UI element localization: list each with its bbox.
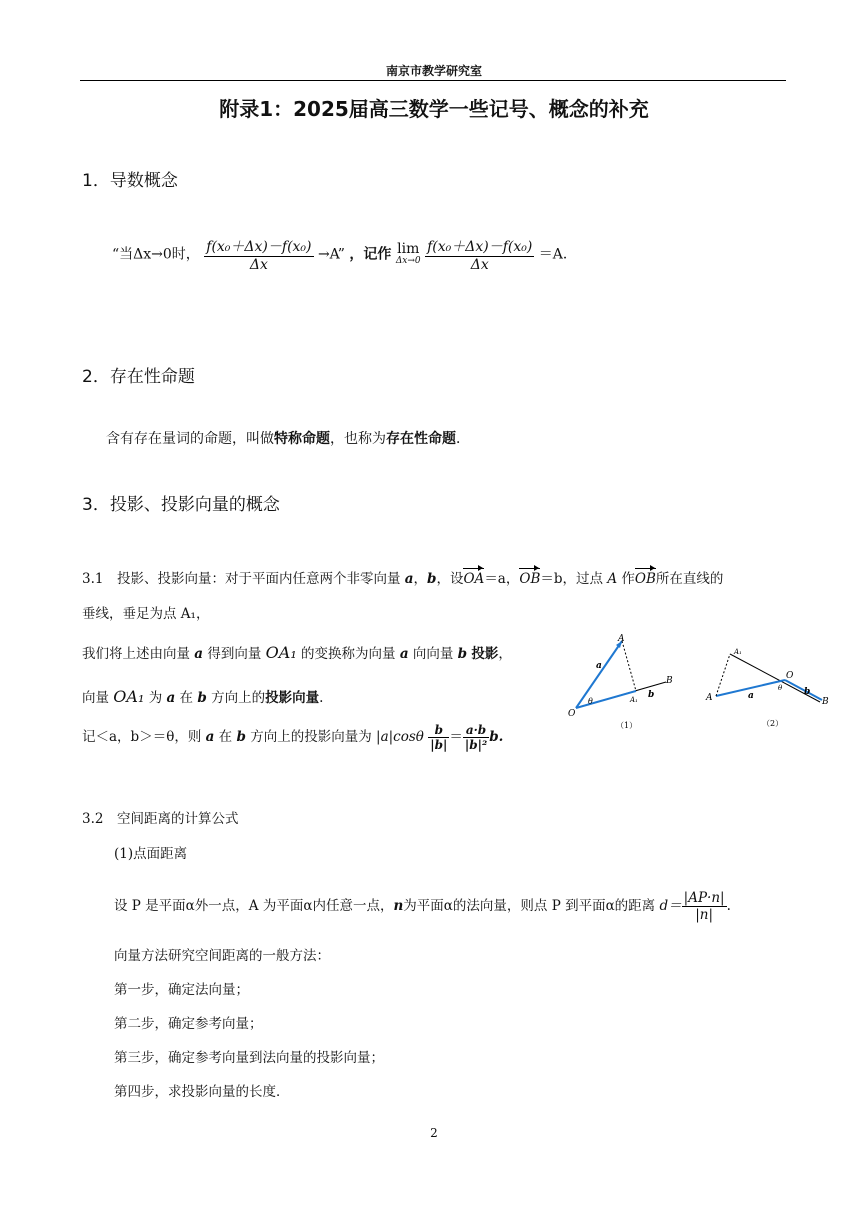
method-intro: 向量方法研究空间距离的一般方法： [114,948,330,964]
projection-line-4 [82,686,323,706]
text: 向量 [82,690,109,706]
label-A: A [706,693,713,703]
fraction-denominator: |n| [695,907,713,923]
fraction-denominator: Δx [470,257,489,273]
vector-OA1: OA₁ [265,643,297,662]
text: ＝a， [484,571,520,587]
step-3: 第三步，确定参考向量到法向量的投影向量； [114,1050,384,1066]
projection-line-3 [82,642,512,662]
text: 方向上的 [211,690,266,706]
step-4: 第四步，求投影向量的长度． [114,1084,290,1100]
section-2-heading: 2．存在性命题 [82,367,195,387]
distance-d: d＝ [659,898,682,914]
label-b: b [804,687,811,697]
fraction-numerator: f(x₀＋Δx)－f(x₀) [204,236,313,257]
vector-b: b [197,690,207,706]
text: 为 [148,690,163,706]
notation-label: ，记作 [349,246,392,263]
vector-a: a [194,646,204,662]
term-projection-vector: 投影向量 [265,690,320,706]
subsection-3-2: 3.2 空间距离的计算公式 [82,811,239,827]
text: 方向上的投影向量为 [250,729,372,745]
arrow-limit: →A” [317,246,345,263]
vector-b: b [427,571,437,587]
lim-word: lim [397,240,420,257]
text: . [319,690,324,706]
point-plane-distance [114,890,731,923]
vector-b-end: b. [489,729,504,745]
perpendicular-line [622,641,636,691]
page-title: 附录1：2025届高三数学一些记号、概念的补充 [219,97,649,121]
text: 向向量 [412,646,454,662]
point-A: A [607,571,618,587]
text: ＝ [449,729,463,745]
label-A: A [618,634,625,644]
vector-b: b [457,646,468,662]
label-A1: A₁ [630,696,638,704]
text: 所在直线的 [655,571,724,587]
fraction-denominator: Δx [249,257,268,273]
dot-product-fraction [463,723,489,752]
label-theta: θ [778,684,783,692]
vector-a: a [404,571,414,587]
label-b: b [648,690,655,700]
text: 在 [218,729,233,745]
figure-1-caption: （1） [616,721,638,730]
text: ，设 [436,571,464,587]
derivative-definition [112,236,577,273]
text: 我们将上述由向量 [82,646,190,662]
limit-fraction [425,236,534,273]
fraction-numerator: a·b [463,723,489,738]
perpendicular-line [716,654,730,696]
text: ， [413,571,428,587]
term-projection: 投影 [471,646,499,662]
vector-OB: OB [634,571,656,587]
distance-fraction [682,890,727,923]
label-A1: A₁ [734,648,742,656]
text: ． [456,431,470,447]
vector-a: a [399,646,409,662]
projection-line-2: 垂线，垂足为点 A₁， [82,606,210,622]
text: 的变换称为向量 [301,646,396,662]
page-header: 南京市教学研究室 [385,64,482,78]
vector-b: b [236,729,246,745]
label-O: O [786,671,794,681]
label-B: B [822,697,829,707]
projection-figure-1 [566,632,686,734]
text: 在 [179,690,194,706]
label-a: a [748,691,754,701]
text: 为平面α的法向量，则点 P 到平面α的距离 [403,898,656,914]
text: 设 P 是平面α外一点，A 为平面α内任意一点， [114,898,394,914]
fraction-denominator: |b| [430,738,448,752]
normal-vector-n: n [393,898,404,914]
fraction-numerator: f(x₀＋Δx)－f(x₀) [425,236,534,257]
fraction-denominator: |b|² [464,738,488,752]
quote-text: “当Δx→0时， [112,246,200,263]
text: 记＜a，b＞＝θ，则 [82,729,202,745]
projection-line-1 [82,567,723,587]
limit-result: ＝A． [538,246,577,263]
fraction-numerator: |AP·n| [683,890,725,906]
vector-OA1: OA₁ [113,687,145,706]
lim-operator [396,242,421,267]
step-2: 第二步，确定参考向量； [114,1016,263,1032]
subsection-point-plane: (1)点面距离 [114,846,188,862]
section-1-heading: 1．导数概念 [82,171,178,191]
vector-a: a [205,729,215,745]
text: ，也称为 [330,431,386,447]
step-1: 第一步，确定法向量； [114,982,249,998]
cos-term: |a|cosθ [376,729,424,745]
projection-figure-2 [700,640,835,734]
lim-subscript: Δx→0 [395,256,421,267]
section-3-heading: 3．投影、投影向量的概念 [82,495,280,515]
unit-vector-fraction [428,723,449,752]
term-particular: 特称命题 [274,431,330,447]
vector-OA: OA [463,571,485,587]
existential-paragraph [106,428,470,448]
text: 作 [621,571,635,587]
term-existential: 存在性命题 [386,431,456,447]
label-theta: θ [588,697,593,706]
text: . [726,898,731,914]
figure-2-caption: （2） [762,719,784,728]
text: ＝b，过点 [540,571,604,587]
header-rule [80,80,786,81]
fraction-numerator: b [428,723,449,738]
vector-OB: OB [519,571,541,587]
label-B: B [666,676,673,686]
text: 得到向量 [207,646,262,662]
text: 3.1 投影、投影向量：对于平面内任意两个非零向量 [82,571,401,587]
text: ， [498,646,512,662]
label-O: O [568,709,576,719]
projection-line-5 [82,723,503,752]
difference-quotient [204,236,313,273]
vector-a: a [166,690,176,706]
label-a: a [596,661,602,671]
page-number: 2 [430,1126,438,1140]
text: 含有存在量词的命题，叫做 [106,431,274,447]
